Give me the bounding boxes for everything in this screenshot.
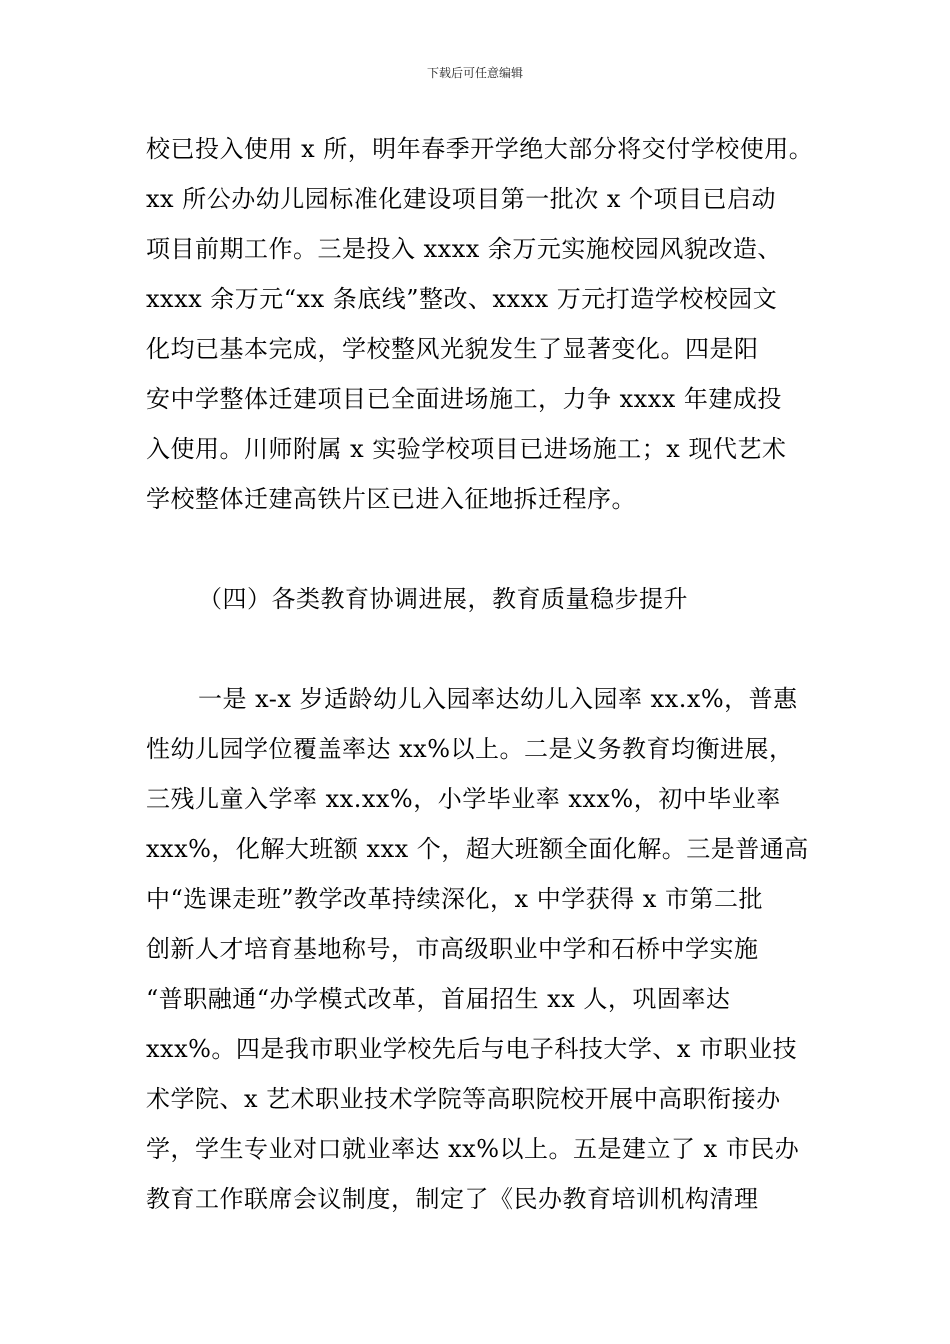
paragraph-line: 校已投入使用 x 所，明年春季开学绝大部分将交付学校使用。 bbox=[146, 135, 814, 163]
paragraph-line: 化均已基本完成，学校整风光貌发生了显著变化。四是阳 bbox=[146, 335, 759, 363]
paragraph-2 bbox=[146, 674, 818, 1224]
paragraph-line: 安中学整体迁建项目已全面进场施工，力争 xxxx 年建成投 bbox=[146, 385, 782, 413]
paragraph-line: xxx%。四是我市职业学校先后与电子科技大学、x 市职业技 bbox=[146, 1035, 798, 1063]
paragraph-line: xxx%，化解大班额 xxx 个，超大班额全面化解。三是普通高 bbox=[146, 835, 809, 863]
paragraph-line: 三残儿童入学率 xx.xx%，小学毕业率 xxx%，初中毕业率 bbox=[146, 785, 781, 813]
paragraph-line: 中“选课走班”教学改革持续深化，x 中学获得 x 市第二批 bbox=[146, 885, 763, 913]
paragraph-line: 术学院、x 艺术职业技术学院等高职院校开展中高职衔接办 bbox=[146, 1085, 781, 1113]
paragraph-line: 学，学生专业对口就业率达 xx%以上。五是建立了 x 市民办 bbox=[146, 1135, 800, 1163]
header-note: 下载后可任意编辑 bbox=[426, 66, 523, 80]
paragraph-line: 项目前期工作。三是投入 xxxx 余万元实施校园风貌改造、 bbox=[146, 235, 782, 263]
section-heading-block bbox=[146, 574, 818, 624]
paragraph-line: 学校整体迁建高铁片区已进入征地拆迁程序。 bbox=[146, 485, 636, 513]
paragraph-line: 入使用。川师附属 x 实验学校项目已进场施工；x 现代艺术 bbox=[146, 435, 787, 463]
paragraph-line: 创新人才培育基地称号，市高级职业中学和石桥中学实施 bbox=[146, 935, 759, 963]
paragraph-line: 性幼儿园学位覆盖率达 xx%以上。二是义务教育均衡进展， bbox=[146, 735, 794, 763]
paragraph-line: 一是 x-x 岁适龄幼儿入园率达幼儿入园率 xx.x%，普惠 bbox=[198, 685, 798, 713]
paragraph-line: 教育工作联席会议制度，制定了《民办教育培训机构清理 bbox=[146, 1185, 759, 1213]
section-heading: （四）各类教育协调进展，教育质量稳步提升 bbox=[198, 585, 688, 613]
paragraph-line: xxxx 余万元“xx 条底线”整改、xxxx 万元打造学校校园文 bbox=[146, 285, 778, 313]
paragraph-line: xx 所公办幼儿园标准化建设项目第一批次 x 个项目已启动 bbox=[146, 185, 776, 213]
paragraph-1 bbox=[146, 124, 818, 524]
paragraph-line: “普职融通“办学模式改革，首届招生 xx 人，巩固率达 bbox=[146, 985, 731, 1013]
